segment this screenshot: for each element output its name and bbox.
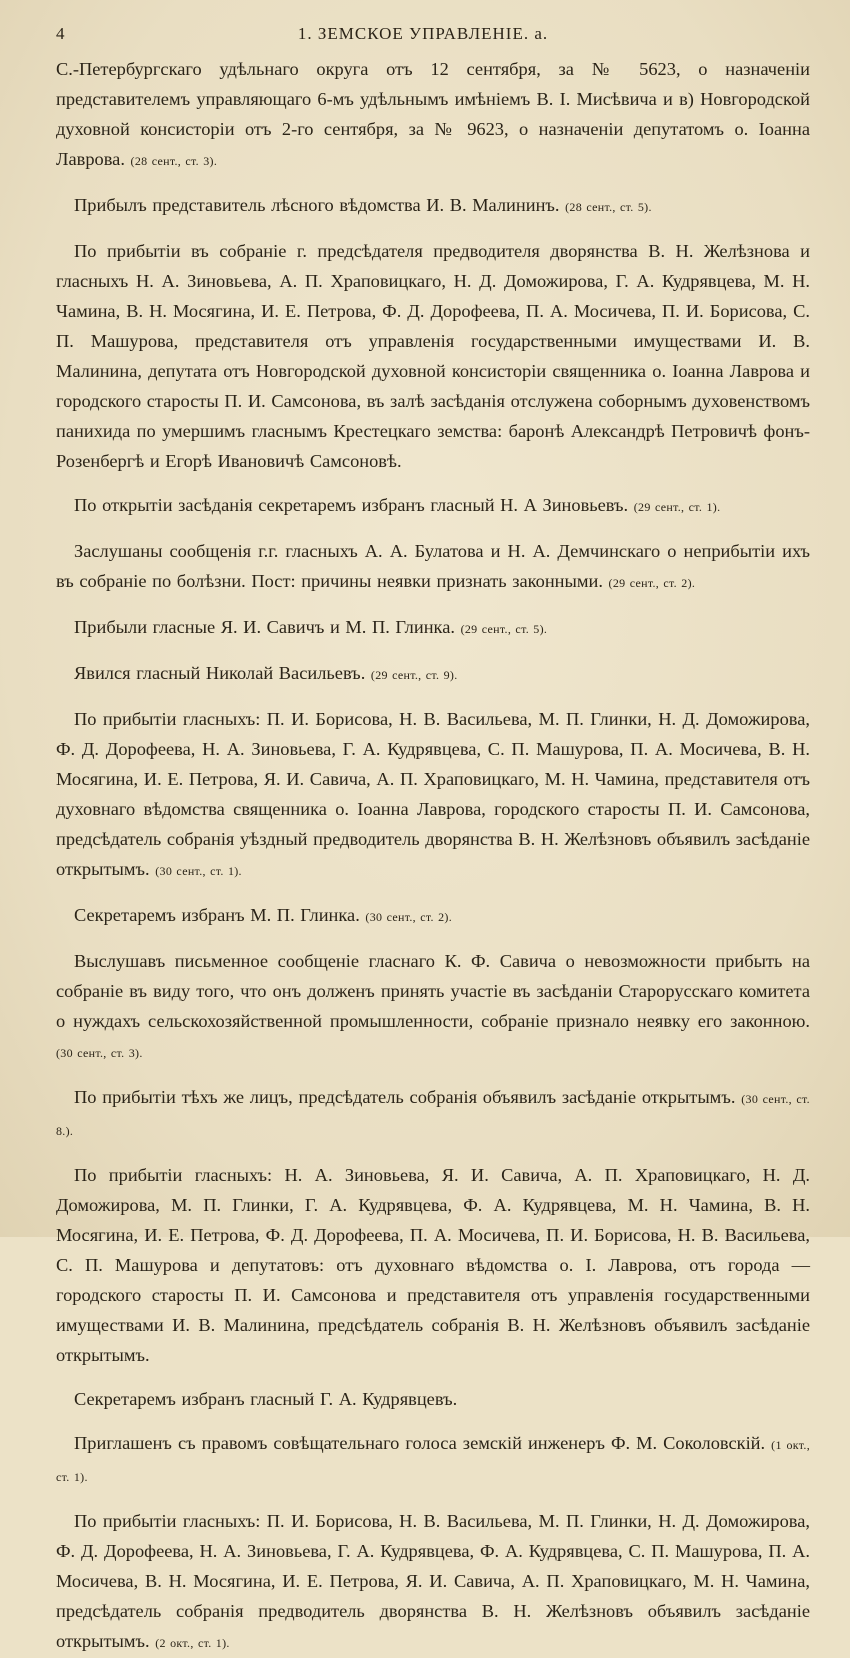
session-reference: (29 сент., ст. 1). — [633, 500, 721, 514]
session-reference: (29 сент., ст. 2). — [608, 576, 696, 590]
paragraph — [56, 1160, 810, 1370]
paragraph-text: Выслушавъ письменное сообщеніе гласнаго К. Ф. Савича о невозможности прибыть на собраніе въ виду того, что онъ долженъ принять участіе въ засѣданіи Старорусскаго комитета о нуждахъ сельскохозяйственной промышленности, собраніе признало неявку его законною. — [56, 951, 810, 1031]
paragraph-text: Прибылъ представитель лѣсного вѣдомства И. В. Малининъ. — [74, 195, 560, 215]
paragraph — [56, 658, 810, 690]
session-reference: (30 сент., ст. 3). — [56, 1046, 143, 1060]
session-reference: (29 сент., ст. 9). — [370, 668, 458, 682]
paragraph-text: Приглашенъ съ правомъ совѣщательнаго голоса земскій инженеръ Ф. М. Соколовскій. — [74, 1433, 766, 1453]
session-reference: (2 окт., ст. 1). — [155, 1636, 230, 1650]
paragraph-text: Секретаремъ избранъ гласный Г. А. Кудрявцевъ. — [74, 1389, 458, 1409]
session-reference: (28 сент., ст. 5). — [565, 200, 652, 214]
paragraph-text: По прибытіи гласныхъ: П. И. Борисова, Н. В. Васильева, М. П. Глинки, Н. Д. Доможирова, Ф. Д. Дорофеева, Н. А. Зиновьева, Г. А. Кудрявцева, Ф. А. Кудрявцева, С. П. Машурова, П. А. Мосичева, В. Н. Мосягина, И. Е. Петрова, Я. И. Савича, А. П. Храповицкаго, М. Н. Чамина, предсѣдатель собранія предводитель дворянства В. Н. Желѣзновъ объявилъ засѣданіе открытымъ. — [56, 1511, 810, 1651]
paragraph — [56, 1506, 810, 1658]
page-number: 4 — [56, 24, 66, 43]
page-header — [56, 24, 810, 44]
paragraph — [56, 1082, 810, 1146]
paragraph — [56, 236, 810, 476]
paragraph — [56, 946, 810, 1068]
paragraph — [56, 900, 810, 932]
paragraph — [56, 612, 810, 644]
session-reference: (30 сент., ст. 8.). — [56, 1092, 810, 1138]
session-reference: (30 сент., ст. 2). — [365, 910, 453, 924]
paragraph-text: По прибытіи въ собраніе г. предсѣдателя предводителя дворянства В. Н. Желѣзнова и гласныхъ Н. А. Зиновьева, А. П. Храповицкаго, Н. Д. Доможирова, Г. А. Кудрявцева, М. Н. Чамина, В. Н. Мосягина, И. Е. Петрова, Ф. Д. Дорофеева, П. А. Мосичева, П. И. Борисова, С. П. Машурова, представителя отъ управленія государственными имуществами И. В. Малинина, депутата отъ Новгородской духовной консисторіи священника о. Іоанна Лаврова и городского старосты П. И. Самсонова, въ залѣ засѣданія отслужена соборнымъ духовенствомъ панихида по умершимъ гласнымъ Крестецкаго земства: баронѣ Александрѣ Петровичѣ фонъ-Розенбергѣ и Егорѣ Ивановичѣ Самсоновѣ. — [56, 241, 810, 471]
paragraph — [56, 1428, 810, 1492]
session-reference: (30 сент., ст. 1). — [155, 864, 242, 878]
paragraph-text: По прибытіи гласныхъ: Н. А. Зиновьева, Я. И. Савича, А. П. Храповицкаго, Н. Д. Доможирова, М. П. Глинки, Г. А. Кудрявцева, Ф. А. Кудрявцева, М. Н. Чамина, В. Н. Мосягина, И. Е. Петрова, Ф. Д. Дорофеева, П. А. Мосичева, П. И. Борисова, Н. В. Васильева, С. П. Машурова и депутатовъ: отъ духовнаго вѣдомства о. І. Лаврова, отъ города — городского старосты П. И. Самсонова и представителя отъ управленія государственными имуществами И. В. Малинина, предсѣдатель собранія В. Н. Желѣзновъ объявилъ засѣданіе открытымъ. — [56, 1165, 810, 1365]
session-reference: (28 сент., ст. 3). — [130, 154, 218, 168]
paragraph — [56, 190, 810, 222]
paragraph-text: Прибыли гласные Я. И. Савичъ и М. П. Глинка. — [74, 617, 455, 637]
paragraph — [56, 54, 810, 176]
session-reference: (29 сент., ст. 5). — [460, 622, 548, 636]
paragraph — [56, 536, 810, 598]
paragraph-text: Явился гласный Николай Васильевъ. — [74, 663, 366, 683]
paragraph-text: По прибытіи тѣхъ же лицъ, предсѣдатель собранія объявилъ засѣданіе открытымъ. — [74, 1087, 736, 1107]
paragraph-text: Заслушаны сообщенія г.г. гласныхъ А. А. Булатова и Н. А. Демчинскаго о неприбытіи ихъ въ собраніе по болѣзни. Пост: причины неявки признать законными. — [56, 541, 810, 591]
running-title: 1. ЗЕМСКОЕ УПРАВЛЕНІЕ. а. — [297, 24, 549, 43]
paragraph — [56, 490, 810, 522]
session-reference: (1 окт., ст. 1). — [56, 1438, 810, 1484]
paragraph-text: Секретаремъ избранъ М. П. Глинка. — [74, 905, 360, 925]
paragraph — [56, 1384, 810, 1414]
paragraph-text: По прибытіи гласныхъ: П. И. Борисова, Н. В. Васильева, М. П. Глинки, Н. Д. Доможирова, Ф. Д. Дорофеева, Н. А. Зиновьева, Г. А. Кудрявцева, С. П. Машурова, П. А. Мосичева, В. Н. Мосягина, И. Е. Петрова, Я. И. Савича, А. П. Храповицкаго, М. Н. Чамина, представителя отъ духовнаго вѣдомства священника о. Іоанна Лаврова, городского старосты П. И. Самсонова, предсѣдатель собранія уѣздный предводитель дворянства В. Н. Желѣзновъ объявилъ засѣданіе открытымъ. — [56, 709, 810, 879]
paragraph-text: С.-Петербургскаго удѣльнаго округа отъ 12 сентября, за № 5623, о назначеніи представителемъ управляющаго 6-мъ удѣльнымъ имѣніемъ В. I. Мисѣвича и в) Новгородской духовной консисторіи отъ 2-го сентября, за № 9623, о назначеніи депутатомъ о. Іоанна Лаврова. — [56, 59, 810, 169]
paragraph-text: По открытіи засѣданія секретаремъ избранъ гласный Н. А Зиновьевъ. — [74, 495, 629, 515]
paragraph — [56, 704, 810, 886]
